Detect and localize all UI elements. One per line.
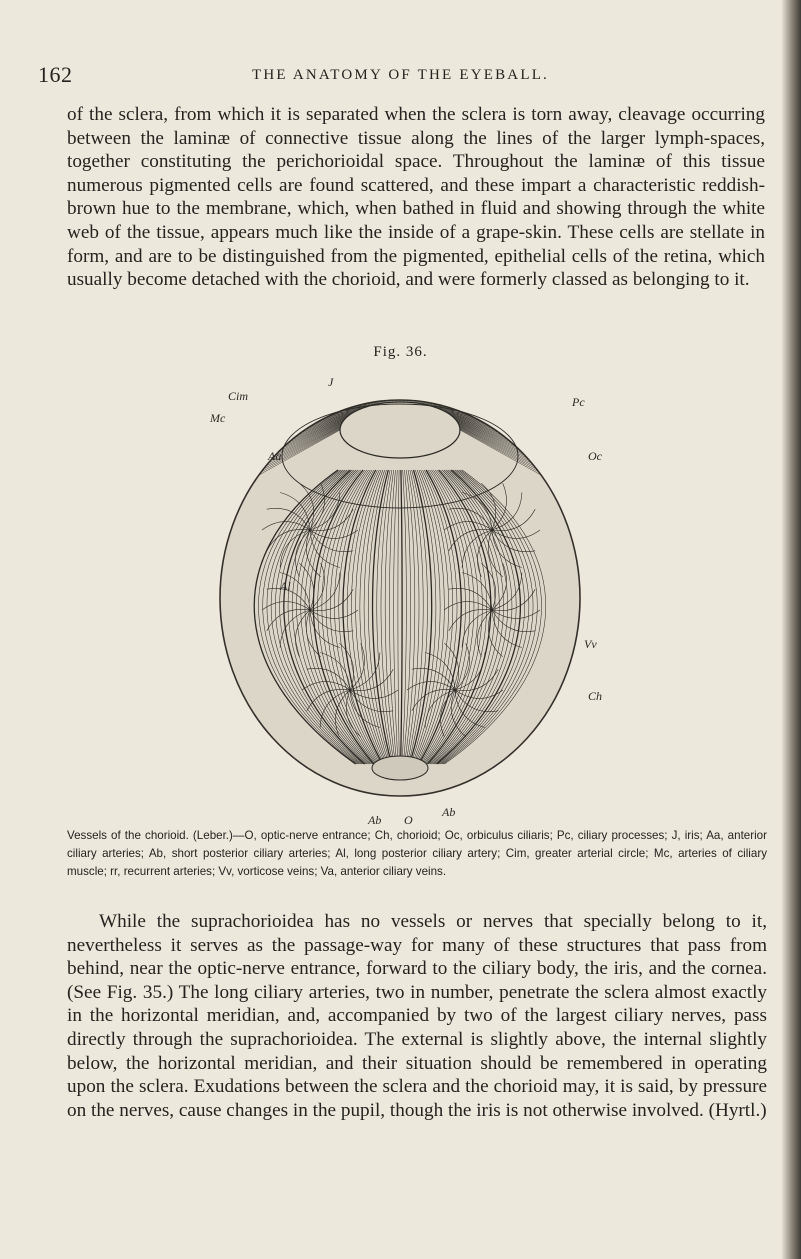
ciliary-process-line [326,397,371,405]
ciliary-process-line [321,399,369,406]
paragraph-first: of the sclera, from which it is separated when the sclera is torn away, cleavage occurring between the laminæ of connective tissue along the lines of the larger lymph-spaces, together constituting the perichorioidal space. Throughout the laminæ of this tissue numerous pigmented cells are found scattered, and these impart a characteristic reddish-brown hue to the membrane, which, when bathed in fluid and showing through the white web of the tissue, appears much like the inside of a grape-skin. These cells are stellate in form, and are to be distinguished from the pigmented, epithelial cells of the retina, which usually become detached with the chorioid, and were formerly classed as belonging to it. [67,104,765,291]
label-Vv: Vv [584,637,597,651]
page-number: 162 [38,62,73,87]
label-Aa: Aa [268,449,282,463]
ciliary-process-line [332,396,373,406]
label-Mc: Mc [210,411,226,425]
ciliary-process-line [431,398,477,406]
label-Ab-right: Ab [442,805,456,819]
ciliary-process-line [318,401,367,407]
ciliary-process-line [426,395,465,405]
label-Ab-left: Ab [368,813,382,827]
ciliary-process-line [329,396,372,405]
ciliary-process-line [432,399,480,406]
paragraph-second: While the suprachorioidea has no vessels or nerves that specially belong to it, nevertheless it serves as the passage-way for many of these structures that pass from behind, near the optic-nerve entrance, forward to the ciliary body, the iris, and the cornea. (See Fig. 35.) The long ciliary arteries, two in number, penetrate the sclera almost exactly in the horizontal meridian, and, accompanied by two of the largest ciliary nerves, pass directly through the suprachorioidea. The external is slightly above, the internal slightly below, the horizontal meridian, and their situation should be remembered in operating upon the sclera. Exudations between the sclera and the chorioid may, it is said, by pressure on the nerves, cause changes in the pupil, though the iris is not otherwise involved. (Hyrtl.) [67,911,767,1121]
label-J: J [328,375,334,389]
label-Ch: Ch [588,689,603,703]
optic-nerve-entrance [372,756,428,780]
label-Pc: Pc [572,395,585,409]
ciliary-process-line [430,397,475,405]
ciliary-process-line [425,394,463,405]
ciliary-process-line [433,401,482,407]
figure-label: Fig. 36. [373,344,428,360]
ciliary-process-line [429,396,472,405]
label-Al: Al [280,579,291,593]
running-head: THE ANATOMY OF THE EYEBALL. [251,67,550,83]
ciliary-process-line [315,402,366,407]
ciliary-process-line [337,394,375,405]
label-O: O [404,813,413,827]
label-Oc: Oc [588,449,602,463]
ciliary-process-line [334,395,373,405]
ciliary-process-line [434,402,485,407]
page-edge-shadow [781,0,801,1259]
ciliary-process-line [323,398,369,406]
figure-caption: Vessels of the chorioid. (Leber.)—O, optic-nerve entrance; Ch, chorioid; Oc, orbiculus ciliaris; Pc, ciliary processes; J, iris; Aa, anterior ciliary arteries; Ab, short posterior ciliary arteries; Al, long posterior ciliary artery; Cim, greater arterial circle; Mc, arteries of ciliary muscle; rr, recurrent arteries; Vv, vorticose veins; Va, anterior ciliary veins. [67,829,767,879]
label-Cim: Cim [228,389,249,403]
figure-chorioid-vessels [200,360,603,828]
ciliary-process-line [427,396,468,406]
